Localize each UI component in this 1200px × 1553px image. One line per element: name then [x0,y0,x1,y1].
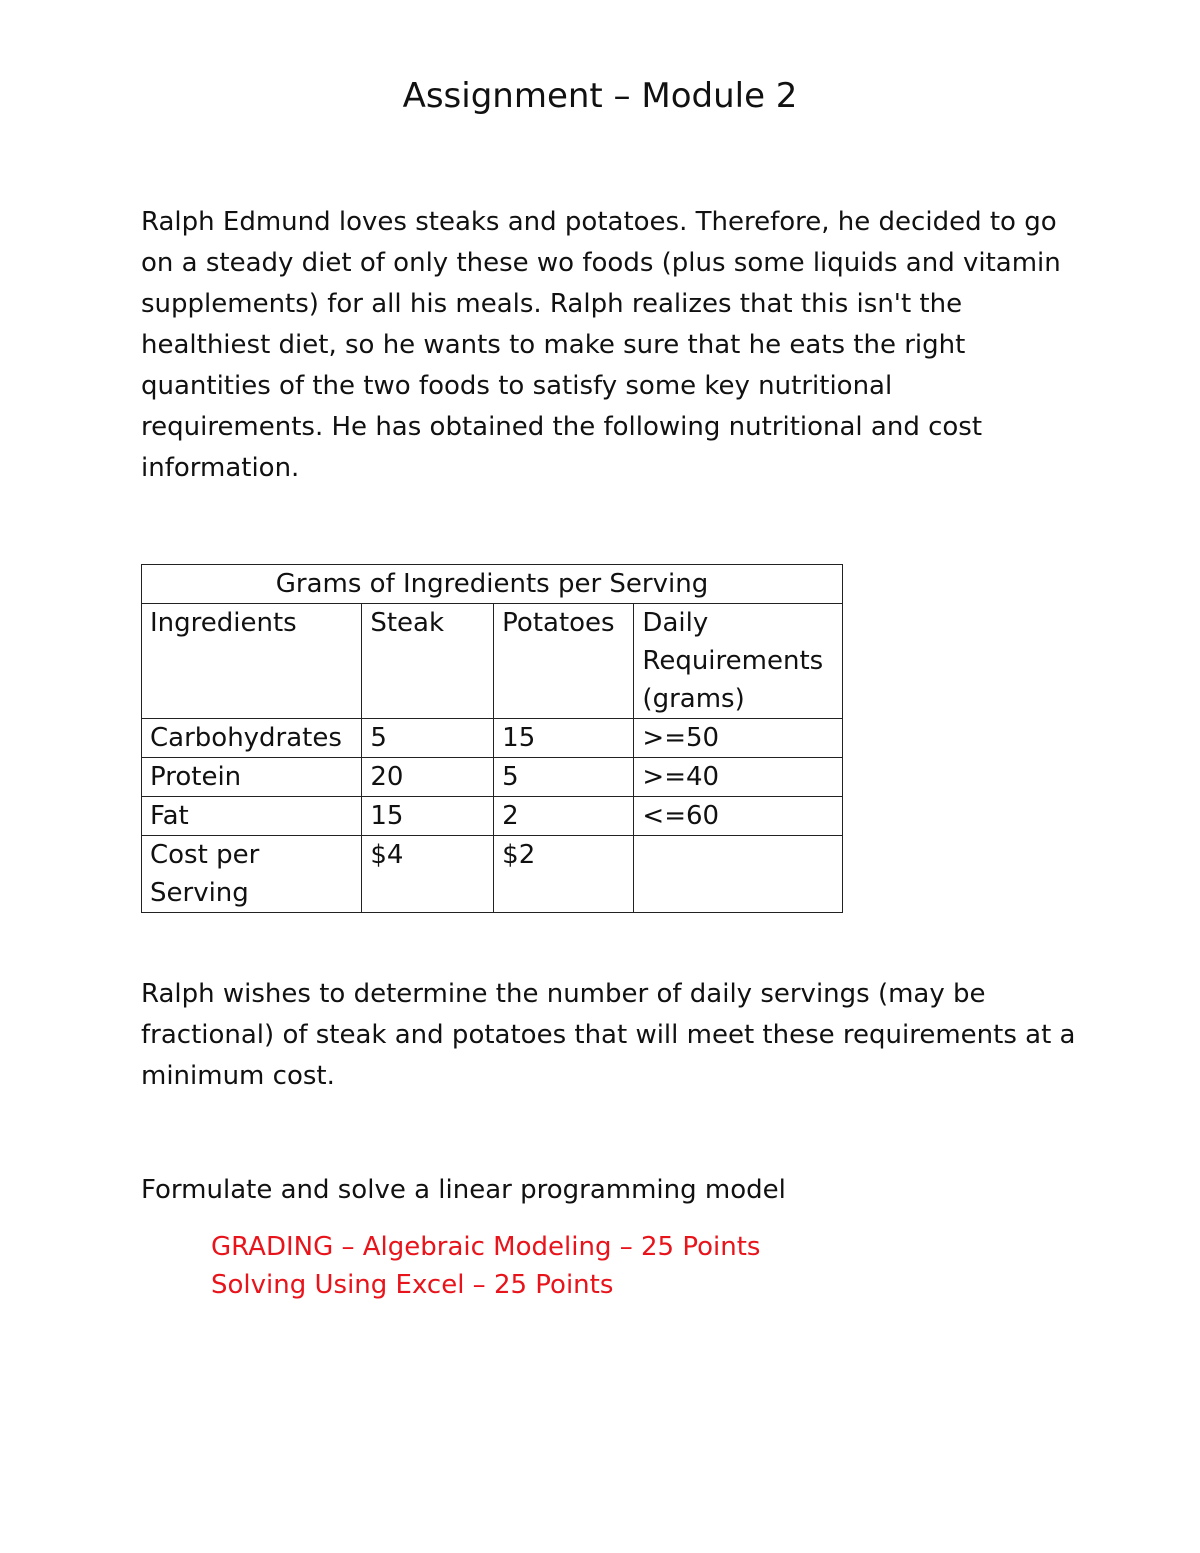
intro-line: quantities of the two foods to satisfy some key nutritional [141,371,893,401]
table-row [142,836,843,913]
header-steak: Steak [362,604,494,719]
task-paragraph: Formulate and solve a linear programming model [141,1175,786,1205]
table-header-row [142,604,843,719]
goal-line: Ralph wishes to determine the number of daily servings (may be [141,979,986,1009]
intro-line: information. [141,453,300,483]
table-caption: Grams of Ingredients per Serving [142,565,843,604]
cell-ingredient: Carbohydrates [142,719,362,758]
cell-ingredient: Fat [142,797,362,836]
cell-potatoes: 5 [494,758,634,797]
goal-paragraph [141,974,1076,1097]
table-row [142,797,843,836]
header-potatoes: Potatoes [494,604,634,719]
cell-potatoes: 2 [494,797,634,836]
goal-line: fractional) of steak and potatoes that will meet these requirements at a [141,1020,1076,1050]
cell-requirement: >=50 [634,719,843,758]
intro-line: requirements. He has obtained the following nutritional and cost [141,412,983,442]
header-daily-requirements: Daily Requirements (grams) [634,604,843,719]
grading-line: Solving Using Excel – 25 Points [211,1270,614,1300]
nutrition-table [141,564,843,913]
cell-requirement: >=40 [634,758,843,797]
cell-steak: $4 [362,836,494,913]
cell-potatoes: 15 [494,719,634,758]
goal-line: minimum cost. [141,1061,335,1091]
page-title: Assignment – Module 2 [402,76,798,116]
table-caption-row [142,565,843,604]
table-row [142,758,843,797]
table-row [142,719,843,758]
cell-ingredient: Cost per Serving [142,836,362,913]
header-ingredients: Ingredients [142,604,362,719]
cell-requirement: <=60 [634,797,843,836]
cell-ingredient: Protein [142,758,362,797]
cell-requirement [634,836,843,913]
cell-steak: 20 [362,758,494,797]
cell-steak: 5 [362,719,494,758]
intro-line: healthiest diet, so he wants to make sure that he eats the right [141,330,966,360]
intro-line: on a steady diet of only these wo foods (plus some liquids and vitamin [141,248,1061,278]
intro-line: supplements) for all his meals. Ralph realizes that this isn't the [141,289,963,319]
grading-line: GRADING – Algebraic Modeling – 25 Points [211,1232,761,1262]
cell-potatoes: $2 [494,836,634,913]
intro-paragraph [141,202,1071,489]
intro-line: Ralph Edmund loves steaks and potatoes. Therefore, he decided to go [141,207,1057,237]
cell-steak: 15 [362,797,494,836]
grading-note [211,1228,760,1304]
